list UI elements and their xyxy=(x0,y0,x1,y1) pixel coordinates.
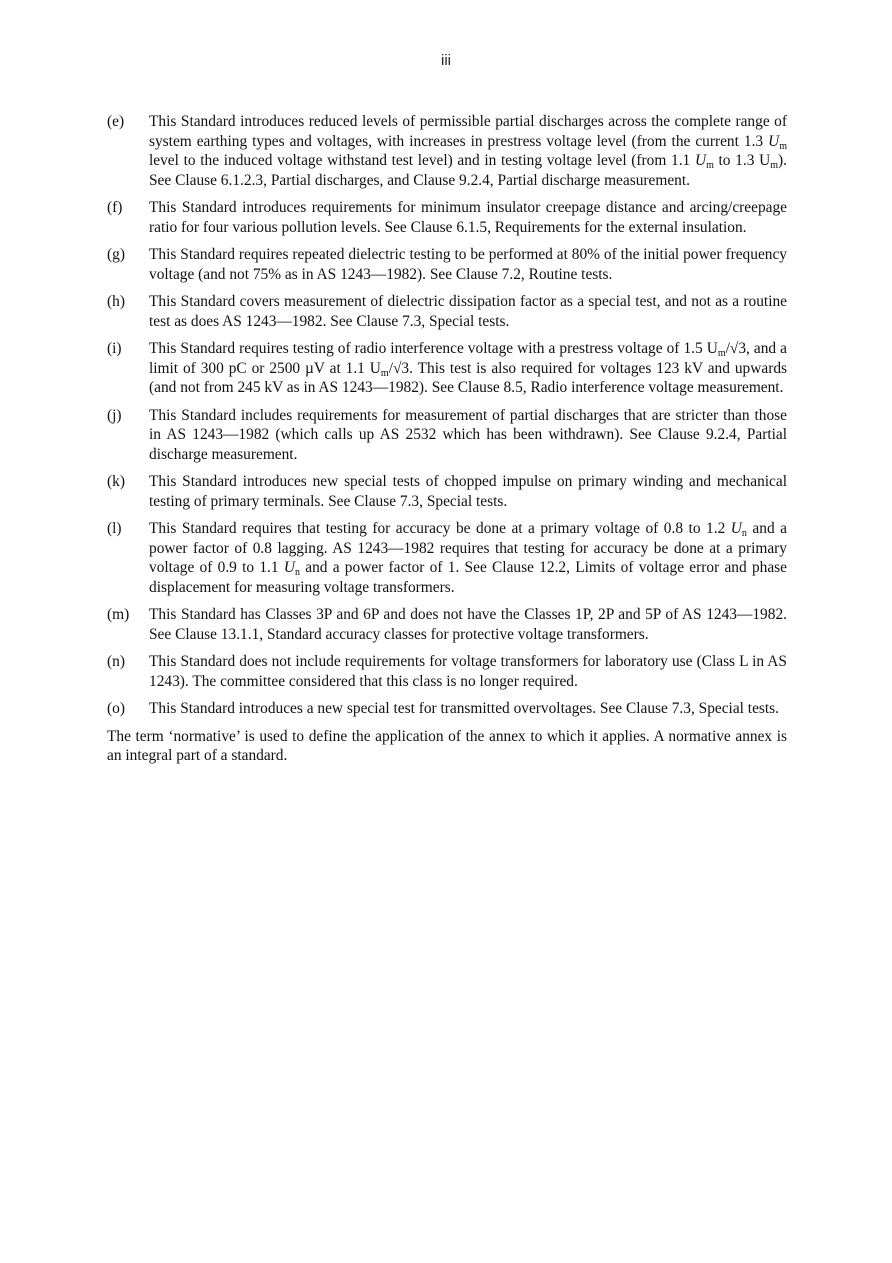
item-label: (i) xyxy=(107,340,122,357)
page-number: iii xyxy=(441,52,451,69)
text-run: This Standard requires that testing for accuracy be done at a primary voltage of 0.8 to 1.2 xyxy=(149,520,731,537)
symbol: U xyxy=(283,559,295,576)
list-item-j xyxy=(107,406,787,465)
item-label: (g) xyxy=(107,246,125,263)
symbol: U xyxy=(694,152,707,169)
subscript: m xyxy=(706,160,714,171)
item-text: This Standard introduces a new special test for transmitted overvoltages. See Clause 7.3, Special tests. xyxy=(149,700,780,717)
list-item-h xyxy=(107,292,787,331)
item-label: (e) xyxy=(107,113,125,130)
text-run: /√3, and a limit of 300 pC or 2500 µV at 1.1 U xyxy=(149,340,787,377)
item-text xyxy=(149,339,787,398)
document-body xyxy=(107,112,787,781)
item-text xyxy=(149,519,787,597)
list-item-n xyxy=(107,652,787,691)
list-item-g xyxy=(107,245,787,284)
text-run: This Standard requires testing of radio interference voltage with a prestress voltage of 1.5 U xyxy=(149,340,718,357)
item-text: This Standard includes requirements for measurement of partial discharges that are stricter than those in AS 1243—1982 (which calls up AS 2532 which has been withdrawn). See Clause 9.2.4, Partial discharge measurement. xyxy=(149,406,787,463)
text-run: to 1.3 U xyxy=(713,152,771,169)
symbol: U xyxy=(768,132,780,150)
item-text: This Standard covers measurement of dielectric dissipation factor as a special test, and not as a routine test as does AS 1243—1982. See Clause 7.3, Special tests. xyxy=(149,293,787,330)
subscript: n xyxy=(741,528,747,539)
text-run: and a power factor of 0.8 lagging. AS 1243—1982 requires that testing for accuracy be done at a primary voltage of 0.9 to 1.1 xyxy=(149,520,787,576)
text-run: ). See Clause 6.1.2.3, Partial discharges, and Clause 9.2.4, Partial discharge measurement. xyxy=(149,152,787,189)
item-text: This Standard introduces requirements for minimum insulator creepage distance and arcing/creepage ratio for four various pollution levels. See Clause 6.1.5, Requirements for the external insulation. xyxy=(149,199,787,236)
list-item-o xyxy=(107,699,787,719)
subscript: m xyxy=(717,348,726,359)
item-label: (h) xyxy=(107,293,125,310)
list-item-l xyxy=(107,519,787,597)
subscript: m xyxy=(779,140,787,152)
item-label: (l) xyxy=(107,520,122,537)
item-text: This Standard requires repeated dielectric testing to be performed at 80% of the initial power frequency voltage (and not 75% as in AS 1243—1982). See Clause 7.2, Routine tests. xyxy=(149,246,787,283)
item-text: This Standard does not include requirements for voltage transformers for laboratory use (Class L in AS 1243). The committee considered that this class is no longer required. xyxy=(149,653,787,690)
item-label: (f) xyxy=(107,199,123,216)
item-label: (o) xyxy=(107,700,125,717)
subscript: n xyxy=(294,567,300,578)
text-run: and a power factor of 1. See Clause 12.2, Limits of voltage error and phase displacement for measuring voltage transformers. xyxy=(149,559,787,596)
text-run: level to the induced voltage withstand test level) and in testing voltage level (from 1.1 xyxy=(149,152,695,169)
subscript: m xyxy=(770,160,779,171)
item-text: This Standard has Classes 3P and 6P and does not have the Classes 1P, 2P and 5P of AS 1243—1982. See Clause 13.1.1, Standard accuracy classes for protective voltage transformers. xyxy=(149,606,787,643)
list-item-k xyxy=(107,472,787,511)
closing-paragraph: The term ‘normative’ is used to define the application of the annex to which it applies. A normative annex is an integral part of a standard. xyxy=(107,727,787,764)
list-item-e xyxy=(107,112,787,190)
list-item-f xyxy=(107,198,787,237)
item-label: (m) xyxy=(107,606,130,623)
item-label: (k) xyxy=(107,473,125,490)
text-run: This Standard introduces reduced levels of permissible partial discharges across the complete range of system earthing types and voltages, with increases in prestress voltage level (from the current 1.3 xyxy=(149,113,787,150)
text-run: /√3. This test is also required for voltages 123 kV and upwards (and not from 245 kV as in AS 1243—1982). See Clause 8.5, Radio interference voltage measurement. xyxy=(149,359,787,396)
item-text xyxy=(149,112,787,190)
item-text: This Standard introduces new special tests of chopped impulse on primary winding and mechanical testing of primary terminals. See Clause 7.3, Special tests. xyxy=(149,473,787,510)
symbol: U xyxy=(730,520,742,537)
list-item-i xyxy=(107,339,787,398)
item-label: (n) xyxy=(107,653,125,670)
list-item-m xyxy=(107,605,787,644)
item-label: (j) xyxy=(107,406,122,424)
subscript: m xyxy=(380,367,389,379)
